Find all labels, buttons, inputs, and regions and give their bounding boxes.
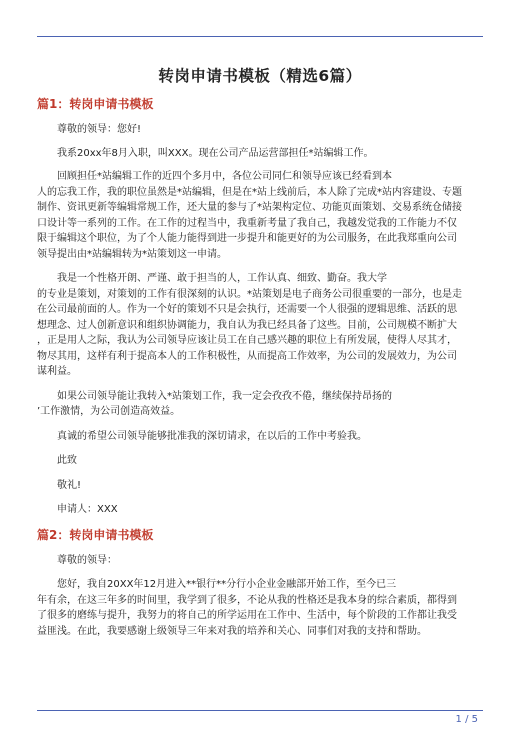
text-line: 年有余，在这三年多的时间里，我学到了很多，不论从我的性格还是我本身的综合素质，都得到 [37, 594, 457, 606]
page-number: 1 / 5 [455, 714, 478, 725]
text-line: 制作、资讯更新等编辑常规工作，还大量的参与了*站架构定位、功能页面策划、交易系统仓储接 [37, 202, 462, 213]
header-divider [37, 36, 483, 37]
paragraph-intro: 我系20xx年8月入职，叫XXX。现在公司产品运营部担任*站编辑工作。 [57, 147, 374, 159]
text-line: 益匪浅。在此，我要感谢上级领导三年来对我的培养和关心、同事们对我的支持和帮助。 [37, 625, 427, 637]
paragraph-commitment [37, 389, 483, 420]
section-heading-1: 篇1：转岗申请书模板 [37, 97, 154, 111]
section-heading-2: 篇2：转岗申请书模板 [37, 527, 154, 542]
closing-salutation: 此致 [57, 455, 77, 466]
paragraph-review [37, 169, 483, 262]
text-line: 口设计等一系列的工作。在工作的过程当中，我重新考量了我自己，我越发觉我的工作能力不仅 [37, 217, 457, 229]
text-line: 物尽其用，这样有利于提高本人的工作积极性，从而提高工作效率，为公司的发展效力，为公司 [37, 350, 457, 362]
text-line: ’工作激情，为公司创造高效益。 [37, 406, 181, 417]
paragraph-request: 真诚的希望公司领导能够批准我的深切请求，在以后的工作中考验我。 [57, 430, 367, 442]
text-line: 您好，我自20XX年12月进入**银行**分行小企业金融部开始工作，至今已三 [57, 579, 397, 590]
text-line: 想理念、过人创新意识和组织协调能力，我自认为我已经具备了这些。目前，公司规模不断扩大 [37, 319, 457, 331]
closing-regards: 敬礼! [57, 479, 82, 491]
applicant-signature: 申请人：XXX [57, 504, 118, 515]
text-line: 谋利益。 [37, 366, 77, 377]
text-line: 回顾担任*站编辑工作的近四个多月中，各位公司同仁和领导应该已经看到本 [57, 171, 392, 182]
footer-divider [37, 710, 483, 711]
text-line: ，正是用人之际，我认为公司领导应该让员工在自己感兴趣的职位上有所发展，使得人尽其才， [37, 335, 457, 346]
greeting-2: 尊敬的领导： [57, 554, 117, 566]
paragraph-self-description [37, 271, 483, 380]
text-line: 我是一个性格开朗、严谨、敢于担当的人，工作认真、细致、勤奋。我大学 [57, 273, 387, 284]
text-line: 了很多的磨练与提升，我努力的将自己的所学运用在工作中、生活中，每个阶段的工作都让我受 [37, 610, 457, 621]
text-line: 人的忘我工作，我的职位虽然是*站编辑，但是在*站上线前后，本人除了完成*站内容建设、专题 [37, 186, 462, 198]
text-line: 领导提出由*站编辑转为*站策划这一申请。 [37, 248, 227, 260]
paragraph-section2-intro [37, 577, 483, 639]
page-title: 转岗申请书模板（精选6篇） [158, 67, 362, 85]
text-line: 的专业是策划，对策划的工作有很深刻的认识。*站策划是电子商务公司很重要的一部分，也是走 [37, 288, 462, 300]
text-line: 在公司最前面的人。作为一个好的策划不只是会执行，还需要一个人很强的逻辑思维、活跃的思 [37, 304, 457, 315]
text-line: 如果公司领导能让我转入*站策划工作，我一定会孜孜不倦，继续保持昂扬的 [57, 390, 392, 402]
text-line: 限于编辑这个职位，为了个人能力能得到进一步提升和能更好的为公司服务，在此我郑重向公司 [37, 233, 457, 244]
greeting: 尊敬的领导：您好! [57, 124, 142, 135]
document-body [37, 96, 483, 647]
